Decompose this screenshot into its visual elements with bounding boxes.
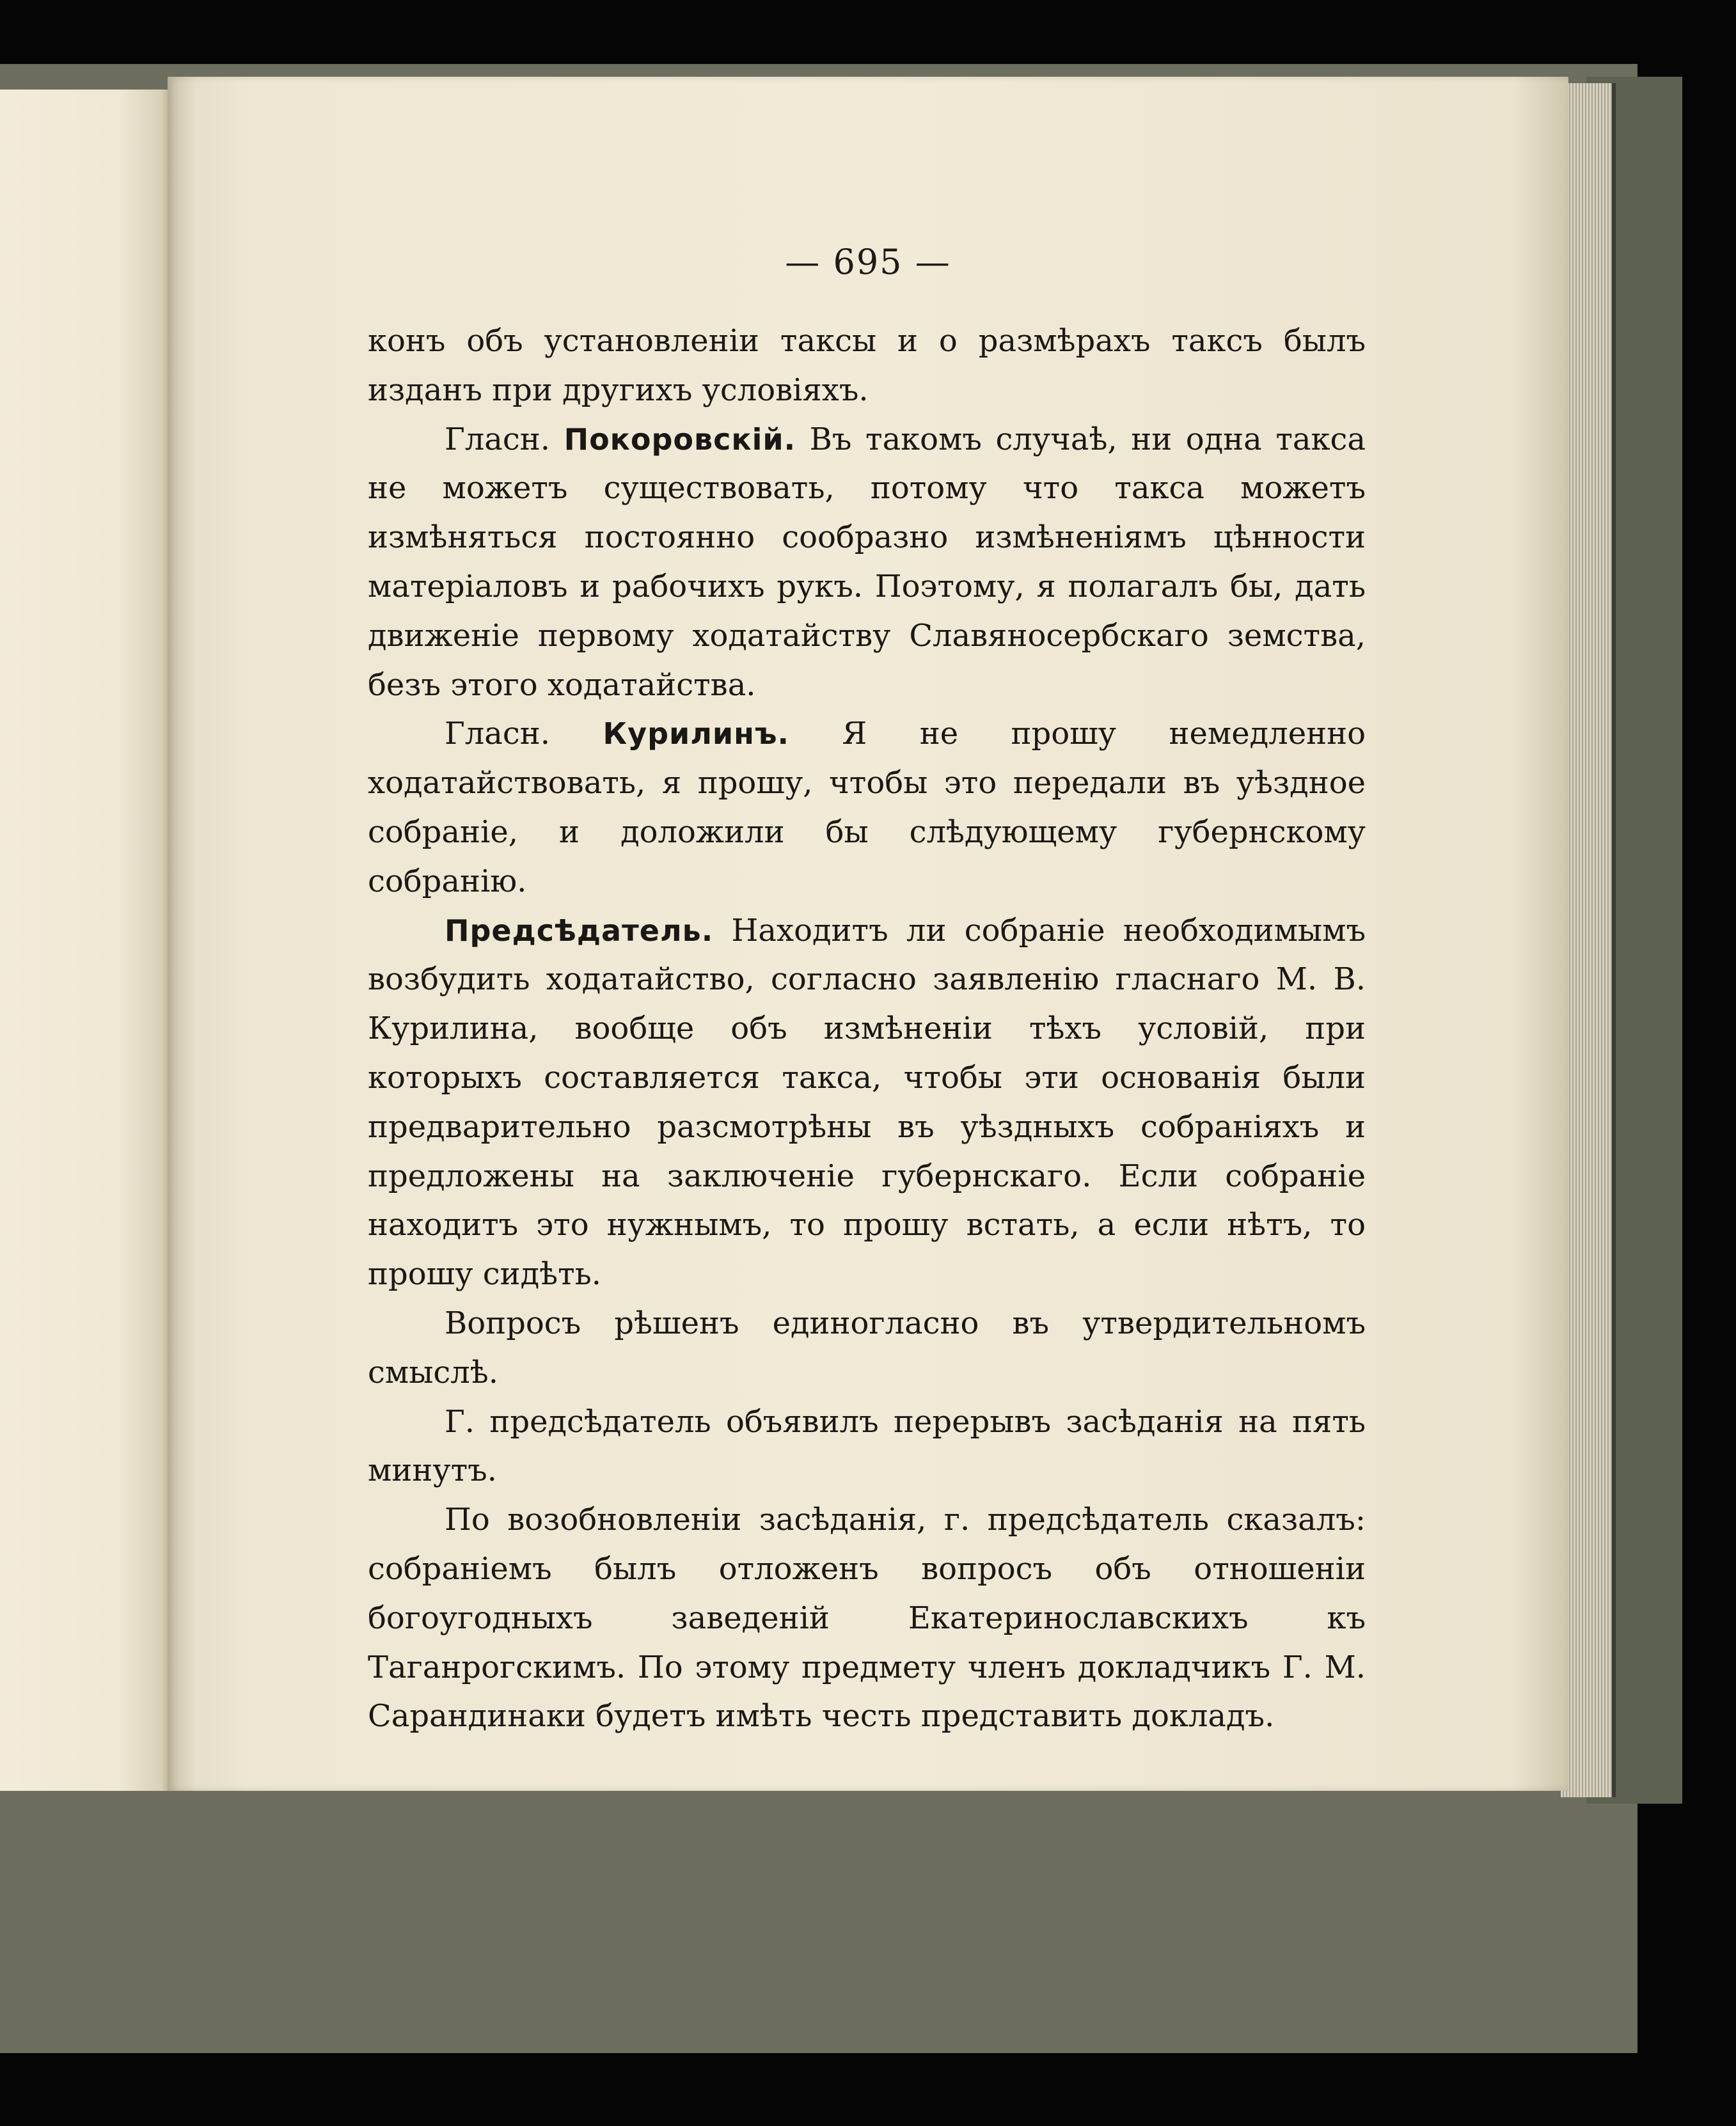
paragraph	[368, 709, 1366, 906]
left-page	[0, 90, 170, 1791]
paragraph-text: Вопросъ рѣшенъ единогласно въ утвердительномъ смыслѣ.	[368, 1305, 1366, 1390]
paragraph	[368, 1299, 1366, 1398]
paragraph-text: Г. предсѣдатель объявилъ перерывъ засѣданія на пять минутъ.	[368, 1403, 1366, 1489]
paragraph	[368, 906, 1366, 1299]
paragraph-text: Въ такомъ случаѣ, ни одна такса не можетъ существовать, потому что такса можетъ измѣняться постоянно сообразно измѣненіямъ цѣнности матеріаловъ и рабочихъ рукъ. Поэтому, я полагалъ бы, дать движеніе первому ходатайству Славяносербскаго земства, безъ этого ходатайства.	[368, 421, 1366, 703]
speaker-prefix: Гласн.	[445, 421, 551, 457]
paragraph	[368, 317, 1366, 415]
speaker-name: Курилинъ.	[603, 716, 789, 752]
speaker-name: Покоровскій.	[564, 421, 796, 457]
body-text	[368, 317, 1366, 1741]
page-number: — 695 —	[785, 242, 951, 282]
paragraph-text: конъ объ установленіи таксы и о размѣрахъ таксъ былъ изданъ при другихъ условіяхъ.	[368, 323, 1366, 408]
paragraph-text: По возобновленіи засѣданія, г. предсѣдатель сказалъ: собраніемъ былъ отложенъ вопросъ объ отношеніи богоугодныхъ заведеній Екатеринославскихъ къ Таганрогскимъ. По этому предмету членъ докладчикъ Г. М. Сарандинаки будетъ имѣть честь представить докладъ.	[368, 1502, 1366, 1735]
paragraph-text: Я не прошу немедленно ходатайствовать, я прошу, чтобы это передали въ уѣздное собраніе, и доложили бы слѣдующему губернскому собранію.	[368, 716, 1366, 899]
speaker-prefix: Гласн.	[445, 716, 551, 752]
paragraph-text: Находитъ ли собраніе необходимымъ возбудить ходатайство, согласно заявленію гласнаго М. В. Курилина, вообще объ измѣненіи тѣхъ условій, при которыхъ составляется такса, чтобы эти основанія были предварительно разсмотрѣны въ уѣздныхъ собраніяхъ и предложены на заключеніе губернскаго. Если собраніе находитъ это нужнымъ, то прошу встать, а если нѣтъ, то прошу сидѣть.	[368, 912, 1366, 1293]
page-stack-edge	[1561, 83, 1616, 1797]
paragraph	[368, 1495, 1366, 1741]
speaker-name: Предсѣдатель.	[445, 913, 714, 948]
paragraph	[368, 415, 1366, 710]
paragraph	[368, 1398, 1366, 1496]
